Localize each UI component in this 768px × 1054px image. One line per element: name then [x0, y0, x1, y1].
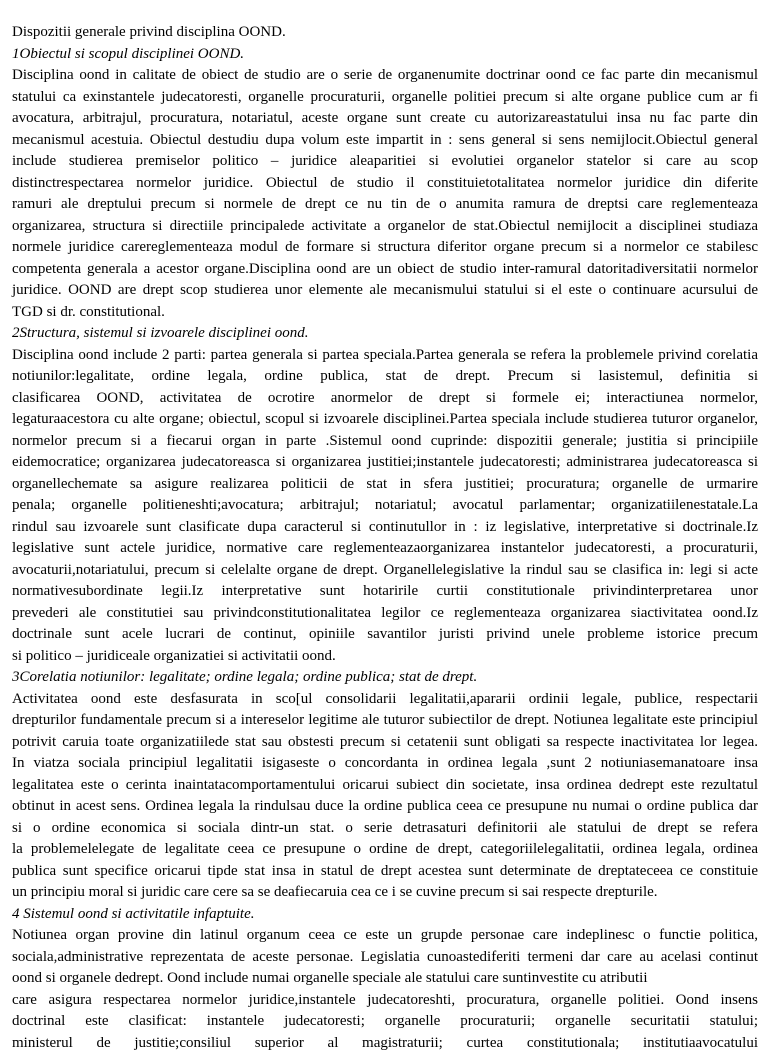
- paragraph-line: include studierea premiselor politico – juridice aleaparitiei si evolutiei organelor statelor si care au scop: [12, 151, 758, 173]
- paragraph-line: la problemelelegate de legalitate ceea ce presupune o ordine de drept, categoriilelegalitatii, ordinea legala, ordinea: [12, 839, 758, 861]
- paragraph-line: legaturaacestora cu alte organe; obiectul, scopul si izvoarele disciplinei.Partea speciala include studierea tuturor organelor,: [12, 409, 758, 431]
- paragraph-line: doctrinal este clasificat: instantele judecatoresti; organelle procuraturii; organelle securitatii statului;: [12, 1011, 758, 1033]
- paragraph-line: normele juridice carereglementeaza modul de formare si structura diferitor organe precum si a normelor ce stabilesc: [12, 237, 758, 259]
- section-heading: 1Obiectul si scopul disciplinei OOND.: [12, 44, 758, 66]
- document-title: Dispozitii generale privind disciplina OOND.: [12, 22, 758, 44]
- paragraph-line: Notiunea organ provine din latinul organum ceea ce este un grupde personae care indeplinesc o functie politica,: [12, 925, 758, 947]
- paragraph-line: organellechemate sa asigure realizarea politicii de stat in sfera justitiei; procuratura; organelle de urmarire: [12, 474, 758, 496]
- section-heading: 2Structura, sistemul si izvoarele disciplinei oond.: [12, 323, 758, 345]
- section-heading: 3Corelatia notiunilor: legalitate; ordine legala; ordine publica; stat de drept.: [12, 667, 758, 689]
- paragraph-line: care asigura respectarea normelor juridice,instantele judecatoreshti, procuratura, organelle politiei. Oond insens: [12, 990, 758, 1012]
- paragraph-line: normativesubordinate legii.Iz interpretative sunt hotaririle curtii constitutionale privindinterpretarea unor: [12, 581, 758, 603]
- paragraph-line-last: TGD si dr. constitutional.: [12, 302, 758, 324]
- paragraph-line: ramuri ale dreptului precum si normele de drept ce nu tin de o anumita ramura de dreptsi care reglementeaza: [12, 194, 758, 216]
- paragraph-line: organizarea, structura si directiile principalede activitate a organelor de stat.Obiectul nemijlocit a disciplinei studiaza: [12, 216, 758, 238]
- paragraph-line: potrivit caruia toate organizatiilede stat sau obstesti precum si cetatenii sunt obligati sa respecte inactivitatea lor legea.: [12, 732, 758, 754]
- paragraph-line: Activitatea oond este desfasurata in sco[ul consolidarii legalitatii,apararii ordinii legale, publice, respectarii: [12, 689, 758, 711]
- paragraph-line: drepturilor fundamentale precum si a intereselor legitime ale tuturor subiectilor de drept. Notiunea legalitate este principiul: [12, 710, 758, 732]
- paragraph-line: sociala,administrative reprezentata de aceste personae. Legislatia cunoastediferiti termeni dar care au acelasi continut: [12, 947, 758, 969]
- paragraph-line: avocatura, arbitrajul, procuratura, notariatul, aceste organe sunt create cu autorizareastatului insa nu fac parte din: [12, 108, 758, 130]
- section-heading: 4 Sistemul oond si activitatile infaptuite.: [12, 904, 758, 926]
- paragraph-line-last: un principiu moral si juridic care cere sa se deafiecaruia cea ce i se cuvine precum si sai respecte drepturile.: [12, 882, 758, 904]
- paragraph-line: juridice. OOND are drept scop studierea unor elemente ale mecanismului statului si el este o continuare acursului de: [12, 280, 758, 302]
- paragraph-line: eidemocratice; organizarea judecatoreasca si organizarea justitiei;instantele judecatoresti; administrarea judecatoreasca si: [12, 452, 758, 474]
- paragraph-line: clasificarea OOND, activitatea de ocrotire anormelor de drept si formele ei; interactiunea normelor,: [12, 388, 758, 410]
- paragraph-line: rindul sau izvoarele sunt clasificate dupa caracterul si continutullor in : iz legislative, interpretative si doctrinale.Iz: [12, 517, 758, 539]
- paragraph-line: Disciplina oond in calitate de obiect de studio are o serie de organenumite doctrinar oond ce fac parte din mecanismul: [12, 65, 758, 87]
- paragraph-line: notiunilor:legalitate, ordine legala, ordine publica, stat de drept. Precum si lasistemul, definitia si: [12, 366, 758, 388]
- paragraph-line: distinctrespectarea normelor juridice. Obiectul de studio il constituietotalitatea normelor juridice din diferite: [12, 173, 758, 195]
- paragraph-line: legalitatea este o cerinta inaintatacomportamentului oricarui subiect din societate, insa ordinea dedrept este rezultatul: [12, 775, 758, 797]
- paragraph-line: ministerul de justitie;consiliul superior al magistraturii; curtea constitutionala; institutiaavocatului: [12, 1033, 758, 1054]
- paragraph-line: legislative sunt actele juridice, normative care reglementeazaorganizarea instantelor judecatoresti, a procuraturii,: [12, 538, 758, 560]
- paragraph-line: obtinut in acest sens. Ordinea legala la rindulsau duce la ordine publica ceea ce presupune nu numai o ordine publica dar: [12, 796, 758, 818]
- paragraph-line: publica sunt specifice oricarui tipde stat insa in statul de drept acestea sunt determinate de dreptateceea ce constituie: [12, 861, 758, 883]
- paragraph-line: avocaturii,notariatului, precum si celelalte organe de drept. Organellelegislative la rindul sau se clasifica in: legi si acte: [12, 560, 758, 582]
- paragraph-line: doctrinale sunt acele lucrari de continut, opiniile savantilor juristi privind unele probleme istorice precum: [12, 624, 758, 646]
- paragraph-line: statului ca exinstantele judecatoresti, organelle procuraturii, organelle politiei precum si alte organe publice cum ar fi: [12, 87, 758, 109]
- paragraph-line: competenta generala a acestor organe.Disciplina oond are un obiect de studio inter-ramural datoritadiversitatii normelor: [12, 259, 758, 281]
- paragraph-line: prevederi ale constitutiei sau privindconstitutionalitatea legilor ce reglementeaza organizarea siactivitatea oond.Iz: [12, 603, 758, 625]
- paragraph-line: si o ordine economica si sociala dintr-un stat. o serie detrasaturi definitorii ale statului de drept se refera: [12, 818, 758, 840]
- paragraph-line: Disciplina oond include 2 parti: partea generala si partea speciala.Partea generala se refera la problemele privind corelatia: [12, 345, 758, 367]
- paragraph-line: mecanismul acestuia. Obiectul destudiu dupa volum este impartit in : sens general si sens nemijlocit.Obiectul general: [12, 130, 758, 152]
- paragraph-line: In viatza sociala principiul legalitatii isigaseste o concordanta in ordinea legala ,sunt 2 notiuniasemanatoare insa: [12, 753, 758, 775]
- paragraph-line: penala; organelle politieneshti;avocatura; arbitrajul; notariatul; avocatul parlamentar; organizatiilenestatale.La: [12, 495, 758, 517]
- paragraph-line-last: oond si organele dedrept. Oond include numai organelle speciale ale statului care suntinvestite cu atributii: [12, 968, 758, 990]
- paragraph-line: normelor precum si a fiecarui organ in parte .Sistemul oond cuprinde: dispozitii generale; justitia si principiile: [12, 431, 758, 453]
- paragraph-line-last: si politico – juridiceale organizatiei si activitatii oond.: [12, 646, 758, 668]
